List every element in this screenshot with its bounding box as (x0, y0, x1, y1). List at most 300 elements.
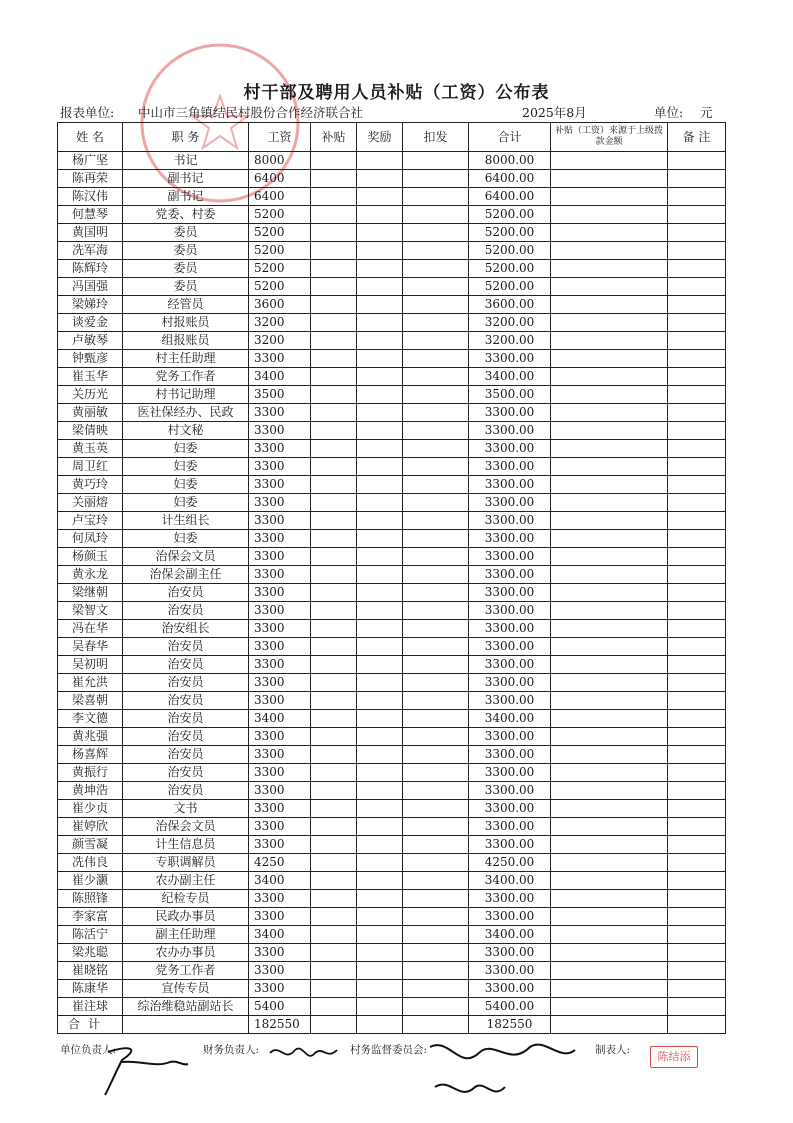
cell-remarks (668, 692, 726, 710)
cell-remarks (668, 458, 726, 476)
cell-name: 关历光 (58, 386, 123, 404)
cell-total: 3300.00 (469, 890, 551, 908)
cell-role: 妇委 (123, 440, 249, 458)
cell-source (551, 440, 668, 458)
cell-name: 吴初明 (58, 656, 123, 674)
cell-bonus (357, 890, 403, 908)
table-row (58, 944, 726, 962)
totals-total: 182550 (469, 1016, 551, 1034)
cell-name: 崔少灏 (58, 872, 123, 890)
cell-allowance (311, 566, 357, 584)
cell-source (551, 314, 668, 332)
cell-wage: 3600 (249, 296, 311, 314)
cell-source (551, 890, 668, 908)
cell-role: 委员 (123, 224, 249, 242)
cell-total: 3300.00 (469, 908, 551, 926)
cell-remarks (668, 476, 726, 494)
cell-role: 村文秘 (123, 422, 249, 440)
cell-remarks (668, 332, 726, 350)
cell-total: 3300.00 (469, 458, 551, 476)
cell-total: 5200.00 (469, 224, 551, 242)
cell-total: 3300.00 (469, 782, 551, 800)
cell-source (551, 818, 668, 836)
cell-allowance (311, 548, 357, 566)
cell-deduction (403, 746, 469, 764)
cell-allowance (311, 224, 357, 242)
cell-role: 委员 (123, 260, 249, 278)
cell-allowance (311, 674, 357, 692)
cell-total: 3300.00 (469, 638, 551, 656)
col-header-total: 合计 (469, 123, 551, 152)
cell-total: 3300.00 (469, 566, 551, 584)
cell-source (551, 800, 668, 818)
cell-bonus (357, 998, 403, 1016)
cell-remarks (668, 296, 726, 314)
cell-deduction (403, 728, 469, 746)
col-header-name: 姓 名 (58, 123, 123, 152)
cell-deduction (403, 440, 469, 458)
cell-bonus (357, 836, 403, 854)
cell-allowance (311, 332, 357, 350)
cell-bonus (357, 278, 403, 296)
cell-name: 黄兆强 (58, 728, 123, 746)
cell-deduction (403, 872, 469, 890)
cell-remarks (668, 440, 726, 458)
cell-remarks (668, 944, 726, 962)
cell-bonus (357, 260, 403, 278)
cell-remarks (668, 746, 726, 764)
cell-source (551, 836, 668, 854)
cell-wage: 4250 (249, 854, 311, 872)
cell-bonus (357, 530, 403, 548)
cell-name: 崔晓铭 (58, 962, 123, 980)
cell-wage: 3300 (249, 692, 311, 710)
cell-name: 关丽熔 (58, 494, 123, 512)
cell-name: 崔婷欣 (58, 818, 123, 836)
table-row (58, 980, 726, 998)
col-header-allowance: 补贴 (311, 123, 357, 152)
cell-name: 黄丽敏 (58, 404, 123, 422)
cell-wage: 5200 (249, 242, 311, 260)
cell-name: 梁喜朝 (58, 692, 123, 710)
cell-deduction (403, 764, 469, 782)
table-row (58, 260, 726, 278)
cell-bonus (357, 296, 403, 314)
cell-bonus (357, 800, 403, 818)
cell-total: 3300.00 (469, 422, 551, 440)
cell-allowance (311, 764, 357, 782)
cell-deduction (403, 926, 469, 944)
cell-remarks (668, 242, 726, 260)
cell-source (551, 278, 668, 296)
table-row (58, 656, 726, 674)
cell-role: 治安员 (123, 710, 249, 728)
cell-role: 妇委 (123, 476, 249, 494)
cell-total: 3300.00 (469, 440, 551, 458)
cell-total: 5200.00 (469, 206, 551, 224)
cell-name: 吴春华 (58, 638, 123, 656)
cell-bonus (357, 674, 403, 692)
cell-wage: 3300 (249, 602, 311, 620)
cell-deduction (403, 530, 469, 548)
cell-total: 3200.00 (469, 314, 551, 332)
cell-role: 治安员 (123, 674, 249, 692)
cell-wage: 3300 (249, 656, 311, 674)
cell-allowance (311, 152, 357, 170)
table-row (58, 836, 726, 854)
cell-name: 杨喜辉 (58, 746, 123, 764)
cell-deduction (403, 494, 469, 512)
table-row (58, 620, 726, 638)
cell-remarks (668, 152, 726, 170)
cell-total: 3300.00 (469, 836, 551, 854)
cell-wage: 3300 (249, 980, 311, 998)
cell-allowance (311, 782, 357, 800)
cell-source (551, 512, 668, 530)
cell-wage: 3200 (249, 332, 311, 350)
cell-allowance (311, 260, 357, 278)
cell-allowance (311, 638, 357, 656)
table-row (58, 800, 726, 818)
cell-role: 宣传专员 (123, 980, 249, 998)
cell-bonus (357, 728, 403, 746)
cell-total: 3300.00 (469, 476, 551, 494)
cell-allowance (311, 278, 357, 296)
cell-wage: 3300 (249, 620, 311, 638)
cell-total: 3300.00 (469, 548, 551, 566)
cell-source (551, 746, 668, 764)
cell-bonus (357, 710, 403, 728)
cell-allowance (311, 836, 357, 854)
cell-remarks (668, 638, 726, 656)
cell-role: 村报账员 (123, 314, 249, 332)
cell-remarks (668, 620, 726, 638)
cell-name: 梁倩映 (58, 422, 123, 440)
cell-source (551, 638, 668, 656)
cell-role: 治安员 (123, 692, 249, 710)
cell-role: 委员 (123, 242, 249, 260)
cell-bonus (357, 206, 403, 224)
cell-bonus (357, 566, 403, 584)
cell-bonus (357, 584, 403, 602)
cell-remarks (668, 566, 726, 584)
cell-deduction (403, 224, 469, 242)
cell-role: 纪检专员 (123, 890, 249, 908)
cell-bonus (357, 620, 403, 638)
cell-wage: 3200 (249, 314, 311, 332)
cell-role: 党务工作者 (123, 368, 249, 386)
cell-role: 委员 (123, 278, 249, 296)
cell-name: 梁娣玲 (58, 296, 123, 314)
table-row (58, 908, 726, 926)
cell-allowance (311, 872, 357, 890)
cell-wage: 5200 (249, 278, 311, 296)
cell-bonus (357, 746, 403, 764)
cell-allowance (311, 476, 357, 494)
cell-source (551, 170, 668, 188)
col-header-source: 补贴（工资）来源于上级拨款金额 (551, 123, 668, 152)
cell-remarks (668, 188, 726, 206)
table-row (58, 890, 726, 908)
currency-label: 单位: (654, 105, 684, 120)
cell-wage: 3300 (249, 548, 311, 566)
cell-total: 3300.00 (469, 602, 551, 620)
cell-wage: 3300 (249, 908, 311, 926)
cell-source (551, 854, 668, 872)
cell-bonus (357, 638, 403, 656)
cell-source (551, 926, 668, 944)
cell-role: 农办副主任 (123, 872, 249, 890)
cell-total: 6400.00 (469, 188, 551, 206)
cell-deduction (403, 296, 469, 314)
cell-role: 治安员 (123, 728, 249, 746)
table-row (58, 386, 726, 404)
cell-wage: 5200 (249, 260, 311, 278)
cell-allowance (311, 422, 357, 440)
cell-total: 3300.00 (469, 530, 551, 548)
cell-bonus (357, 656, 403, 674)
cell-total: 3300.00 (469, 800, 551, 818)
cell-name: 陈再荣 (58, 170, 123, 188)
cell-deduction (403, 908, 469, 926)
cell-name: 何凤玲 (58, 530, 123, 548)
cell-source (551, 350, 668, 368)
totals-wage: 182550 (249, 1016, 311, 1034)
cell-allowance (311, 458, 357, 476)
cell-wage: 3300 (249, 836, 311, 854)
totals-remarks-cell (668, 1016, 726, 1034)
cell-role: 妇委 (123, 458, 249, 476)
totals-bonus-cell (357, 1016, 403, 1034)
cell-name: 周卫红 (58, 458, 123, 476)
cell-total: 3300.00 (469, 512, 551, 530)
cell-remarks (668, 836, 726, 854)
table-row (58, 476, 726, 494)
table-row (58, 404, 726, 422)
cell-allowance (311, 890, 357, 908)
cell-wage: 5200 (249, 206, 311, 224)
cell-name: 陈汉伟 (58, 188, 123, 206)
cell-allowance (311, 404, 357, 422)
table-row (58, 728, 726, 746)
cell-source (551, 188, 668, 206)
cell-deduction (403, 152, 469, 170)
cell-role: 村主任助理 (123, 350, 249, 368)
cell-deduction (403, 548, 469, 566)
cell-bonus (357, 404, 403, 422)
cell-bonus (357, 440, 403, 458)
cell-source (551, 494, 668, 512)
finance-head-signature (265, 1038, 345, 1073)
cell-name: 卢敏琴 (58, 332, 123, 350)
cell-source (551, 566, 668, 584)
cell-name: 冯在华 (58, 620, 123, 638)
cell-name: 黄巧玲 (58, 476, 123, 494)
cell-source (551, 962, 668, 980)
cell-wage: 3500 (249, 386, 311, 404)
table-row (58, 422, 726, 440)
cell-role: 治安员 (123, 764, 249, 782)
table-row (58, 692, 726, 710)
cell-total: 3300.00 (469, 746, 551, 764)
cell-wage: 8000 (249, 152, 311, 170)
unit-label: 报表单位: (60, 105, 115, 120)
cell-name: 冼伟良 (58, 854, 123, 872)
cell-source (551, 224, 668, 242)
table-row (58, 584, 726, 602)
cell-total: 3300.00 (469, 620, 551, 638)
col-header-bonus: 奖励 (357, 123, 403, 152)
cell-role: 计生信息员 (123, 836, 249, 854)
cell-total: 3400.00 (469, 872, 551, 890)
cell-source (551, 476, 668, 494)
cell-role: 文书 (123, 800, 249, 818)
cell-name: 黄国明 (58, 224, 123, 242)
cell-allowance (311, 746, 357, 764)
cell-bonus (357, 368, 403, 386)
cell-deduction (403, 404, 469, 422)
cell-remarks (668, 530, 726, 548)
cell-remarks (668, 800, 726, 818)
cell-bonus (357, 458, 403, 476)
table-row (58, 548, 726, 566)
cell-name: 梁兆聪 (58, 944, 123, 962)
cell-remarks (668, 350, 726, 368)
cell-bonus (357, 908, 403, 926)
cell-remarks (668, 674, 726, 692)
cell-bonus (357, 512, 403, 530)
table-row (58, 602, 726, 620)
cell-remarks (668, 386, 726, 404)
cell-remarks (668, 224, 726, 242)
cell-bonus (357, 314, 403, 332)
cell-role: 党务工作者 (123, 962, 249, 980)
cell-remarks (668, 404, 726, 422)
cell-role: 组报账员 (123, 332, 249, 350)
cell-bonus (357, 188, 403, 206)
cell-source (551, 728, 668, 746)
cell-wage: 3300 (249, 512, 311, 530)
cell-role: 治安员 (123, 602, 249, 620)
cell-allowance (311, 188, 357, 206)
cell-bonus (357, 170, 403, 188)
cell-deduction (403, 944, 469, 962)
table-row (58, 854, 726, 872)
preparer-label: 制表人: (595, 1044, 631, 1056)
cell-name: 陈康华 (58, 980, 123, 998)
cell-role: 治安员 (123, 584, 249, 602)
cell-name: 黄坤浩 (58, 782, 123, 800)
currency-value: 元 (700, 105, 713, 120)
cell-source (551, 458, 668, 476)
cell-role: 书记 (123, 152, 249, 170)
cell-remarks (668, 782, 726, 800)
cell-name: 颜雪凝 (58, 836, 123, 854)
table-row (58, 152, 726, 170)
cell-deduction (403, 890, 469, 908)
cell-source (551, 872, 668, 890)
cell-allowance (311, 350, 357, 368)
table-row (58, 872, 726, 890)
cell-deduction (403, 584, 469, 602)
cell-allowance (311, 584, 357, 602)
cell-remarks (668, 422, 726, 440)
cell-role: 农办办事员 (123, 944, 249, 962)
cell-bonus (357, 980, 403, 998)
cell-name: 梁智文 (58, 602, 123, 620)
cell-source (551, 710, 668, 728)
cell-total: 5200.00 (469, 242, 551, 260)
cell-name: 杨广坚 (58, 152, 123, 170)
cell-wage: 3300 (249, 782, 311, 800)
cell-source (551, 782, 668, 800)
cell-wage: 3300 (249, 440, 311, 458)
cell-source (551, 386, 668, 404)
table-row (58, 566, 726, 584)
cell-remarks (668, 728, 726, 746)
cell-total: 3300.00 (469, 962, 551, 980)
cell-deduction (403, 350, 469, 368)
cell-deduction (403, 206, 469, 224)
cell-allowance (311, 656, 357, 674)
table-row (58, 296, 726, 314)
cell-allowance (311, 314, 357, 332)
cell-allowance (311, 530, 357, 548)
cell-name: 崔少贞 (58, 800, 123, 818)
cell-bonus (357, 602, 403, 620)
cell-source (551, 206, 668, 224)
cell-bonus (357, 494, 403, 512)
cell-remarks (668, 494, 726, 512)
page-title: 村干部及聘用人员补贴（工资）公布表 (243, 83, 550, 103)
cell-deduction (403, 782, 469, 800)
cell-bonus (357, 224, 403, 242)
cell-bonus (357, 422, 403, 440)
cell-wage: 3300 (249, 800, 311, 818)
table-row (58, 278, 726, 296)
cell-role: 民政办事员 (123, 908, 249, 926)
cell-deduction (403, 656, 469, 674)
cell-allowance (311, 386, 357, 404)
cell-allowance (311, 710, 357, 728)
table-row (58, 440, 726, 458)
cell-role: 副书记 (123, 188, 249, 206)
cell-wage: 3300 (249, 404, 311, 422)
cell-wage: 3300 (249, 350, 311, 368)
cell-name: 黄永龙 (58, 566, 123, 584)
cell-remarks (668, 926, 726, 944)
preparer-name-stamp: 陈结添 (650, 1046, 698, 1068)
cell-allowance (311, 980, 357, 998)
cell-bonus (357, 386, 403, 404)
table-row (58, 332, 726, 350)
cell-bonus (357, 872, 403, 890)
cell-role: 治安员 (123, 656, 249, 674)
cell-deduction (403, 512, 469, 530)
cell-allowance (311, 962, 357, 980)
cell-allowance (311, 800, 357, 818)
cell-total: 3500.00 (469, 386, 551, 404)
cell-role: 治安员 (123, 638, 249, 656)
cell-total: 3300.00 (469, 584, 551, 602)
cell-total: 6400.00 (469, 170, 551, 188)
cell-deduction (403, 980, 469, 998)
cell-source (551, 602, 668, 620)
cell-allowance (311, 296, 357, 314)
cell-allowance (311, 242, 357, 260)
cell-remarks (668, 818, 726, 836)
cell-allowance (311, 602, 357, 620)
